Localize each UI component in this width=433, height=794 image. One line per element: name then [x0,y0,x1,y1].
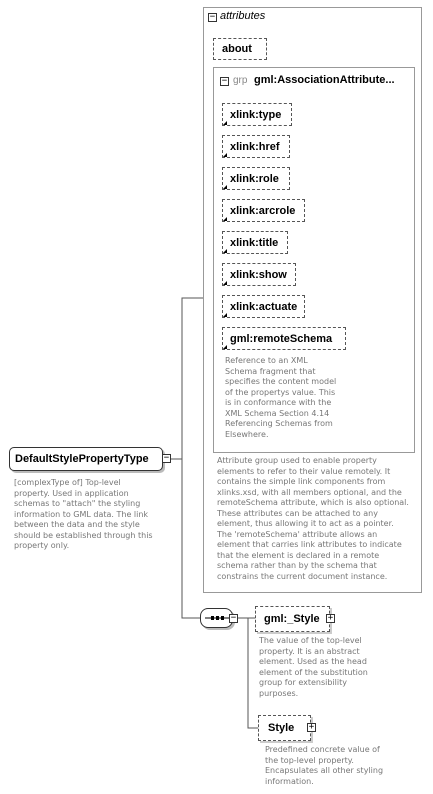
element-style[interactable] [258,715,311,741]
attribute-label: xlink:role [230,173,279,185]
ref-arrow-icon [223,281,227,285]
root-complex-type[interactable] [9,447,163,471]
doc-line: Reference to an XML [225,356,308,365]
doc-line: of the propertys value. This [225,387,336,397]
doc-line: Predefined concrete value of [265,745,380,754]
doc-line: element. Used as the head [259,657,367,666]
element-gml-style[interactable] [255,606,330,632]
doc-line: property. Used in application [14,488,129,498]
doc-line: Attribute group used to enable property [217,456,377,465]
ref-arrow-icon [223,120,228,125]
ref-arrow-icon [223,153,227,157]
doc-line: information. [265,776,314,786]
ref-arrow-icon [223,185,227,189]
doc-line: property. It is an abstract [259,646,360,656]
gml-style-doc [259,636,399,699]
doc-line: XML Schema Section 4.14 [225,408,330,418]
doc-line: Encapsulates all other styling [265,766,384,775]
doc-line: should be established through this [14,530,153,540]
attribute-label: xlink:arcrole [230,205,296,217]
collapse-icon[interactable]: − [163,453,170,463]
doc-line: [complexType of] Top-level [14,478,121,487]
style-doc [265,745,405,787]
doc-line: purposes. [259,688,299,698]
expand-icon[interactable]: + [308,722,315,732]
grp-prefix: grp [233,75,248,86]
ref-arrow-icon [223,217,227,221]
doc-line: group for extensibility [259,678,347,687]
attribute-label: xlink:type [230,109,282,121]
ref-arrow-icon [223,249,227,253]
attributes-title: attributes [220,10,266,22]
collapse-icon[interactable]: − [209,12,216,22]
doc-line: Elsewhere. [225,429,269,439]
doc-line: element, thus allowing it to act as a pointer. [217,519,394,528]
attribute-group-doc [217,456,422,582]
doc-line: Referencing Schemas from [225,419,333,428]
attribute-label: xlink:title [230,237,279,249]
doc-line: Schema fragment that [225,366,316,376]
doc-line: the top-level property. [265,755,354,765]
ref-arrow-icon [223,313,227,317]
attribute-label: xlink:show [230,269,287,281]
doc-line: contains the simple link components from [217,477,386,486]
remote-schema-doc [225,356,355,440]
element-name: gml:_Style [264,613,320,625]
expand-icon[interactable]: + [327,613,334,623]
doc-line: These attributes can be attached to any [217,508,378,518]
doc-line: The value of the top-level [259,636,362,645]
root-type-doc [14,478,174,552]
doc-line: remoteSchema attribute, which is also optional. [217,498,409,507]
doc-line: property only. [14,541,70,550]
doc-line: is in conformance with the [225,398,332,407]
root-type-name: DefaultStylePropertyType [15,453,149,465]
doc-line: information to GML data. The link [14,509,149,519]
attribute-label: xlink:actuate [230,301,298,313]
collapse-icon[interactable]: − [221,76,228,86]
doc-line: xlinks.xsd, with all members optional, and the [217,487,402,497]
doc-line: specifies the content model [225,377,337,386]
attribute-label: xlink:href [230,141,280,153]
doc-line: element of the substitution [259,667,368,677]
ref-arrow-icon [223,345,227,349]
doc-line: constrains the current document instance. [217,571,388,581]
attribute-label: gml:remoteSchema [230,333,333,345]
collapse-icon[interactable]: − [230,613,237,623]
grp-name: gml:AssociationAttribute... [254,74,395,86]
attribute-about-label: about [222,43,252,55]
doc-line: between the data and the style [14,520,140,529]
doc-line: element that carries link attributes to indicate [217,540,402,549]
sequence-icon [204,613,230,623]
doc-line: schemas to "attach" the styling [14,499,141,508]
doc-line: that the element is declared in a remote [217,550,380,560]
doc-line: elements to refer to their value remotely. It [217,466,391,476]
doc-line: schema rather than by the schema that [217,561,377,570]
element-name: Style [268,722,295,734]
doc-line: The 'remoteSchema' attribute allows an [217,529,378,539]
